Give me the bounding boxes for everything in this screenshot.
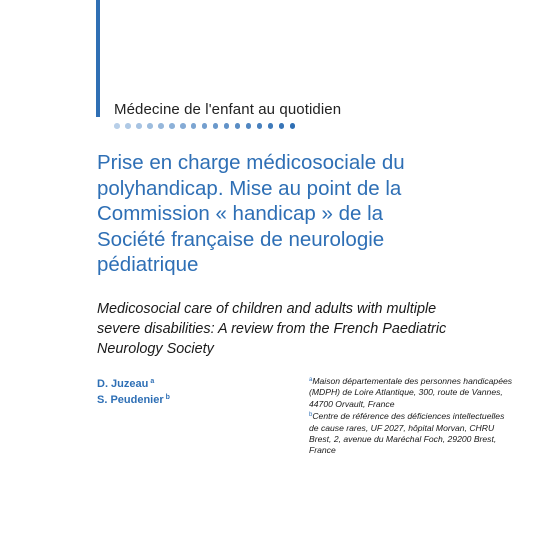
decorative-dot <box>191 123 197 129</box>
affiliation-marker: a <box>309 377 313 383</box>
subtitle-line: Medicosocial care of children and adults with multiple <box>97 301 437 317</box>
title-line: Prise en charge médicosociale du <box>97 151 405 174</box>
decorative-dot <box>213 123 219 129</box>
decorative-dot-row <box>114 122 295 130</box>
author-list <box>97 375 170 407</box>
affiliation <box>309 410 529 457</box>
title-line: Commission « handicap » de la <box>97 202 384 225</box>
subtitle-line: severe disabilities: A review from the French Paediatric <box>97 321 447 337</box>
author-name: D. Juzeau <box>97 378 149 390</box>
decorative-dot <box>202 123 208 129</box>
title-line: pédiatrique <box>97 253 199 276</box>
title-line: Société française de neurologie <box>97 227 385 251</box>
author <box>97 375 170 391</box>
decorative-dot <box>279 123 285 129</box>
decorative-dot <box>147 123 153 129</box>
affiliation-text: Brest, 2, avenue du Maréchal Foch, 29200 Brest, <box>309 434 497 445</box>
affiliation-line <box>309 423 529 434</box>
affiliation-text: Centre de référence des déficiences intellectuelles <box>312 411 505 422</box>
subtitle-line: Neurology Society <box>97 341 214 357</box>
affiliation-text: de cause rares, UF 2027, hôpital Morvan, CHRU <box>309 422 495 433</box>
affiliation-text: France <box>309 445 336 456</box>
title-line: polyhandicap. Mise au point de la <box>97 176 402 200</box>
article-title <box>97 150 457 278</box>
affiliation-line <box>309 410 529 422</box>
decorative-dot <box>114 123 120 129</box>
decorative-dot <box>136 123 142 129</box>
affiliation-line <box>309 434 529 445</box>
decorative-dot <box>180 123 186 129</box>
header-accent-bar <box>96 0 100 117</box>
affiliation-marker: b <box>309 412 313 419</box>
affiliation <box>309 375 529 410</box>
article-english-title <box>97 299 497 359</box>
decorative-dot <box>290 123 296 129</box>
decorative-dot <box>169 123 175 129</box>
decorative-dot <box>235 123 241 129</box>
decorative-dot <box>224 123 230 129</box>
journal-section-heading: Médecine de l'enfant au quotidien <box>114 101 342 118</box>
author <box>97 391 170 407</box>
author-name: S. Peudenier <box>97 394 164 406</box>
decorative-dot <box>246 123 252 129</box>
affiliation-list <box>309 375 529 457</box>
decorative-dot <box>125 123 131 129</box>
author-affiliation-marker: a <box>150 378 155 385</box>
affiliation-text: 44700 Orvault, France <box>309 398 395 409</box>
affiliation-line <box>309 445 529 456</box>
decorative-dot <box>257 123 263 129</box>
affiliation-text: (MDPH) de Loire Atlantique, 300, route de Vannes, <box>309 387 503 398</box>
affiliation-text: Maison départementale des personnes handicapées <box>312 376 513 386</box>
affiliation-line <box>309 375 529 387</box>
decorative-dot <box>158 123 164 129</box>
decorative-dot <box>268 123 274 129</box>
affiliation-line <box>309 399 529 410</box>
affiliation-line <box>309 387 529 398</box>
author-affiliation-marker: b <box>165 394 170 401</box>
